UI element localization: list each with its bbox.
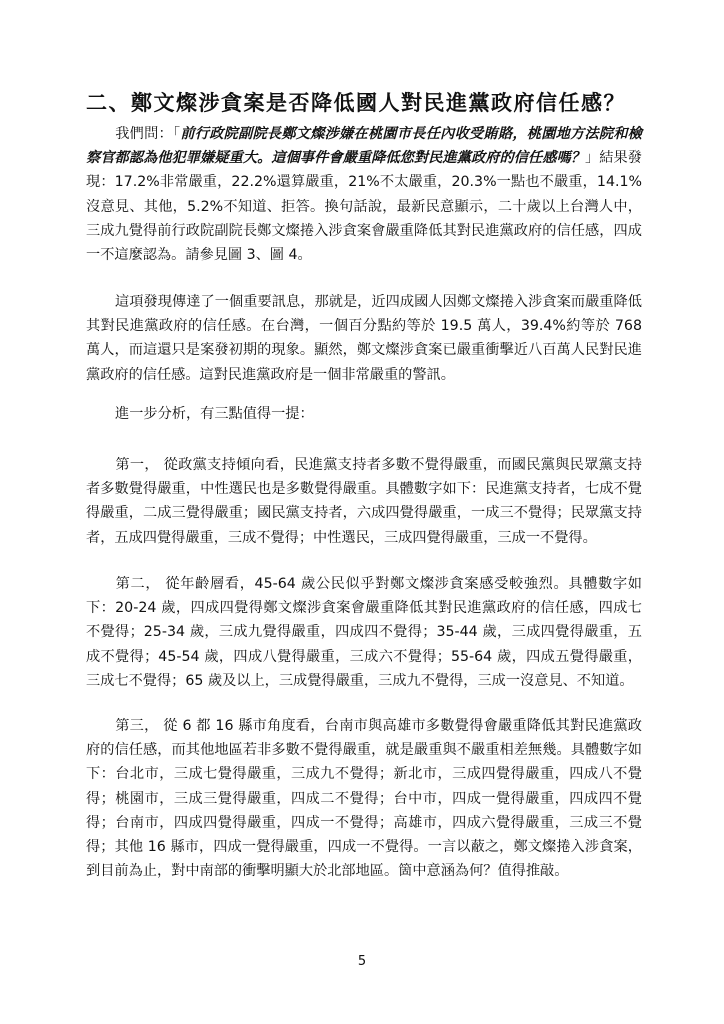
section-heading: 二、鄭文燦涉貪案是否降低國人對民進黨政府信任感？ xyxy=(86,90,626,116)
paragraph-age-analysis xyxy=(86,572,642,693)
paragraph-text: 第二， 從年齡層看，45-64 歲公民似乎對鄭文燦涉貪案感受較強烈。具體數字如下：20-24 歲，四成四覺得鄭文燦涉貪案會嚴重降低其對民進黨政府的信任感，四成七不覺得；25-34 歲，三成九覺得嚴重，四成四不覺得；35-44 歲，三成四覺得嚴重，五成不覺得；45-54 歲，四成八覺得嚴重，三成六不覺得；55-64 歲，四成五覺得嚴重，三成七不覺得；65 歲及以上，三成覺得嚴重，三成九不覺得，三成一沒意見、不知道。 xyxy=(86,576,642,689)
paragraph-survey-question xyxy=(86,122,642,267)
paragraph-region-analysis xyxy=(86,714,642,883)
paragraph-party-analysis xyxy=(86,453,642,550)
paragraph-text: 第三， 從 6 都 16 縣市角度看，台南市與高雄市多數覺得會嚴重降低其對民進黨政府的信任感，而其他地區若非多數不覺得嚴重，就是嚴重與不嚴重相差無幾。具體數字如下：台北市，三成七覺得嚴重，三成九不覺得；新北市，三成四覺得嚴重，四成八不覺得；桃園市，三成三覺得嚴重，四成二不覺得；台中市，四成一覺得嚴重，四成四不覺得；台南市，四成四覺得嚴重，四成一不覺得；高雄市，四成六覺得嚴重，三成三不覺得；其他 16 縣市，四成一覺得嚴重，四成一不覺得。一言以蔽之，鄭文燦捲入涉貪案，到目前為止，對中南部的衝擊明顯大於北部地區。箇中意涵為何？值得推敲。 xyxy=(86,718,642,880)
paragraph-lead: 我們問：「 xyxy=(115,126,181,142)
survey-question-text: 前行政院副院長鄭文燦涉嫌在桃園市長任內收受賄賂，桃園地方法院和檢察官都認為他犯罪嫌疑重大。這個事件會嚴重降低您對民進黨政府的信任感嗎？ xyxy=(86,126,642,167)
paragraph-intro-analysis xyxy=(86,402,642,426)
paragraph-text: 第一， 從政黨支持傾向看，民進黨支持者多數不覺得嚴重，而國民黨與民眾黨支持者多數覺得嚴重，中性選民也是多數覺得嚴重。具體數字如下：民進黨支持者，七成不覺得嚴重，二成三覺得嚴重；國民黨支持者，六成四覺得嚴重，一成三不覺得；民眾黨支持者，五成四覺得嚴重，三成不覺得；中性選民，三成四覺得嚴重，三成一不覺得。 xyxy=(86,457,642,546)
paragraph-text: 這項發現傳達了一個重要訊息，那就是，近四成國人因鄭文燦捲入涉貪案而嚴重降低其對民進黨政府的信任感。在台灣，一個百分點約等於 19.5 萬人，39.4%約等於 768 萬人，而這還只是案發初期的現象。顯然，鄭文燦涉貪案已嚴重衝擊近八百萬人民對民進黨政府的信任感。這對民進黨政府是一個非常嚴重的警訊。 xyxy=(86,294,642,383)
paragraph-significance xyxy=(86,290,642,387)
page-number: 5 xyxy=(357,954,367,969)
paragraph-text: 進一步分析，有三點值得一提： xyxy=(115,406,314,422)
paragraph-results: 」結果發現：17.2%非常嚴重，22.2%還算嚴重，21%不太嚴重，20.3%一點也不嚴重，14.1%沒意見、其他，5.2%不知道、拒答。換句話說，最新民意顯示，二十歲以上台灣人中，三成九覺得前行政院副院長鄭文燦捲入涉貪案會嚴重降低其對民進黨政府的信任感，四成一不這麼認為。請參見圖 3、圖 4。 xyxy=(86,150,642,264)
